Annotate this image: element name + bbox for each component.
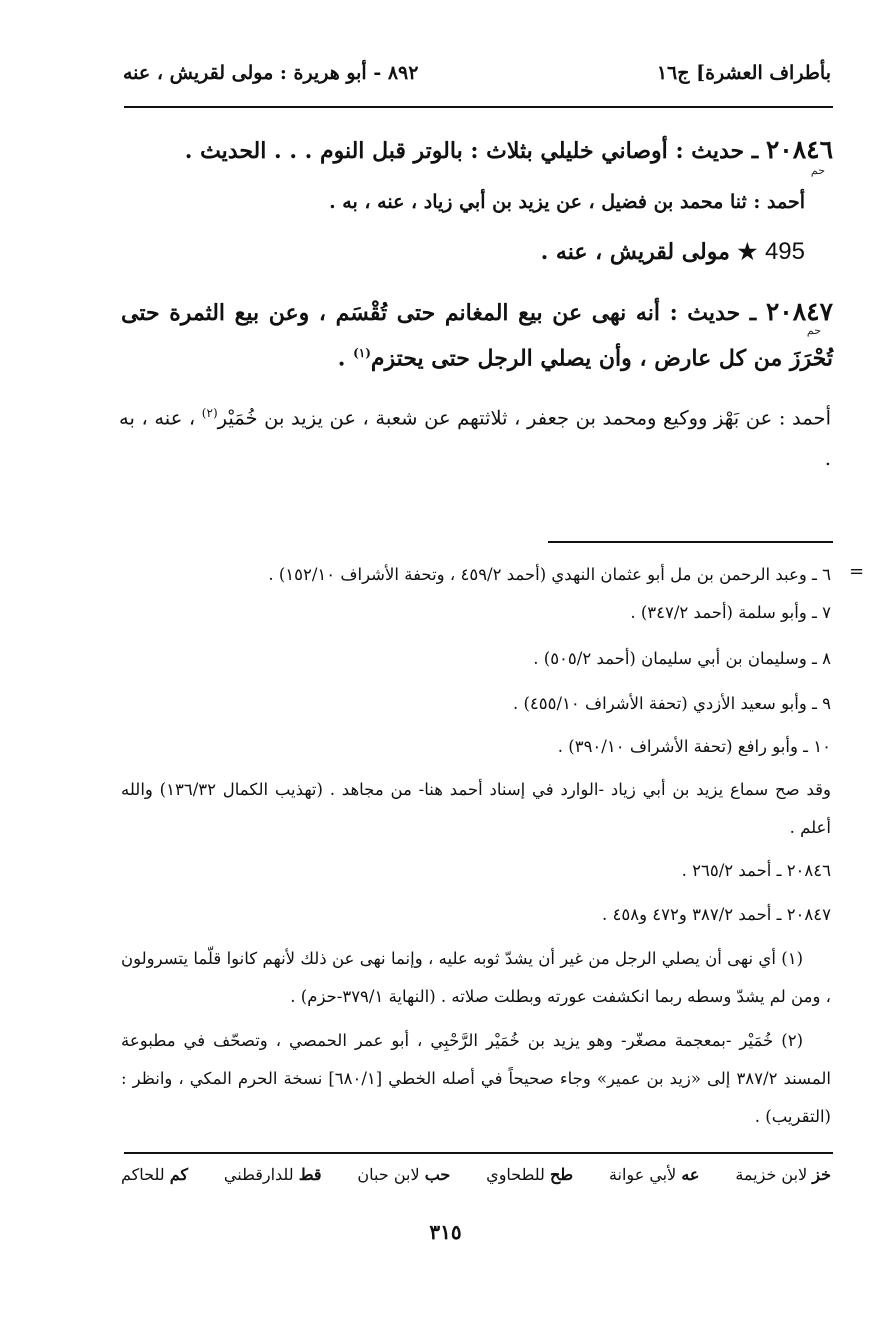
source-symbol: حم xyxy=(806,324,821,337)
abbreviations-rule xyxy=(124,1152,833,1154)
abbr-name: للطحاوي xyxy=(486,1165,545,1184)
isnad-end: ، عنه ، به . xyxy=(119,406,831,470)
abbreviations-legend xyxy=(121,1165,831,1184)
footnote-line: ٢٠٨٤٧ ـ أحمد ٣٨٧/٢ و٤٧٢ و٤٥٨ . xyxy=(601,905,831,924)
footnote-paragraph: وقد صح سماع يزيد بن أبي زياد -الوارد في إسناد أحمد هنا- من مجاهد . (تهذيب الكمال ١٣٦/٣٢) والله أعلم . xyxy=(121,780,831,837)
abbr-name: لابن خزيمة xyxy=(735,1165,808,1184)
abbr-name: للدارقطني xyxy=(223,1165,294,1184)
abbr-code: حب xyxy=(424,1165,451,1184)
abbr-name: لأبي عوانة xyxy=(608,1165,677,1184)
page-number: ٣١٥ xyxy=(429,1220,462,1244)
section-number: 495 xyxy=(764,238,805,265)
narrator-section-heading xyxy=(93,232,805,272)
abbr-code: طح xyxy=(550,1165,574,1184)
footnote-line: ١٠ ـ وأبو رافع (تحفة الأشراف ٣٩٠/١٠) . xyxy=(557,737,831,756)
footnote-line: ٧ ـ وأبو سلمة (أحمد ٣٤٧/٢) . xyxy=(630,603,831,622)
footnote-line: ٢٠٨٤٦ ـ أحمد ٢٦٥/٢ . xyxy=(681,861,831,880)
hadith-entry-20846 xyxy=(121,130,833,171)
hadith-text: ـ حديث : أنه نهى عن بيع المغانم حتى تُقْسَم ، وعن بيع الثمرة حتى تُحْرَزَ من كل عارض ، وأن يصلي الرجل حتى يحتزم xyxy=(121,300,833,372)
footnote-ref: (١) xyxy=(353,346,371,360)
running-header-right: بأطراف العشرة] ج١٦ xyxy=(656,62,831,84)
hadith-text: ـ حديث : أوصاني خليلي بثلاث : بالوتر قبل النوم . . . الحديث . xyxy=(184,138,766,164)
footnote-ref: (٢) xyxy=(201,406,218,420)
abbr-code: قط xyxy=(298,1165,322,1184)
hadith-number: ٢٠٨٤٦ xyxy=(765,135,833,164)
abbr-name: لابن حبان xyxy=(357,1165,420,1184)
footnote-line: ٦ ـ وعبد الرحمن بن مل أبو عثمان النهدي (أحمد ٤٥٩/٢ ، وتحفة الأشراف ١٥٢/١٠) . xyxy=(268,565,831,584)
footnote-note-2: (٢) خُمَيْر -بمعجمة مصغّر- وهو يزيد بن خُمَيْر الرَّحْبِي ، أبو عمر الحمصي ، وتصحّف في مطبوعة المسند ٣٨٧/٢ إلى «زيد بن عمير» وجاء صحيحاً في أصله الخطي [٦٨٠/١] نسخة الحرم المكي ، وانظر : (التقريب) . xyxy=(121,1031,832,1126)
abbr-code: عه xyxy=(681,1165,700,1184)
abbreviation xyxy=(609,1165,700,1184)
footnote-line: ٨ ـ وسليمان بن أبي سليمان (أحمد ٥٠٥/٢) . xyxy=(533,649,831,668)
abbreviation xyxy=(357,1165,450,1184)
period: . xyxy=(337,345,354,372)
abbr-name: للحاكم xyxy=(121,1165,165,1184)
abbreviation xyxy=(121,1165,188,1184)
abbreviation xyxy=(486,1165,573,1184)
section-title: مولى لقريش ، عنه . xyxy=(540,239,738,265)
header-rule xyxy=(124,106,833,108)
isnad-text: أحمد : عن بَهْز ووكيع ومحمد بن جعفر ، ثلاثتهم عن شعبة ، عن يزيد بن خُمَيْر xyxy=(217,406,831,430)
isnad-chain: أحمد : ثنا محمد بن فضيل ، عن يزيد بن أبي زياد ، عنه ، به . xyxy=(329,191,805,213)
running-header-left: ٨٩٢ - أبو هريرة : مولى لقريش ، عنه xyxy=(123,62,419,84)
abbreviation xyxy=(735,1165,831,1184)
star-icon: ★ xyxy=(737,239,758,265)
abbr-code: خز xyxy=(812,1165,831,1184)
hadith-entry-20847 xyxy=(121,292,833,378)
footnote-separator xyxy=(548,541,833,543)
footnote-line: ٩ ـ وأبو سعيد الأزدي (تحفة الأشراف ٤٥٥/١٠) . xyxy=(512,694,831,713)
abbr-code: كم xyxy=(169,1165,189,1184)
continuation-mark: = xyxy=(849,561,865,582)
source-symbol: حم xyxy=(810,164,825,177)
abbreviation xyxy=(224,1165,322,1184)
footnote-note-1: (١) أي نهى أن يصلي الرجل من غير أن يشدّ ثوبه عليه ، وإنما نهى عن ذلك لأنهم كانوا قلّما يتسرولون ، ومن لم يشدّ وسطه ربما انكشفت عورته وبطلت صلاته . (النهاية ٣٧٩/١-حزم) . xyxy=(121,949,831,1006)
isnad-chain xyxy=(119,393,831,479)
hadith-number: ٢٠٨٤٧ xyxy=(765,297,833,326)
